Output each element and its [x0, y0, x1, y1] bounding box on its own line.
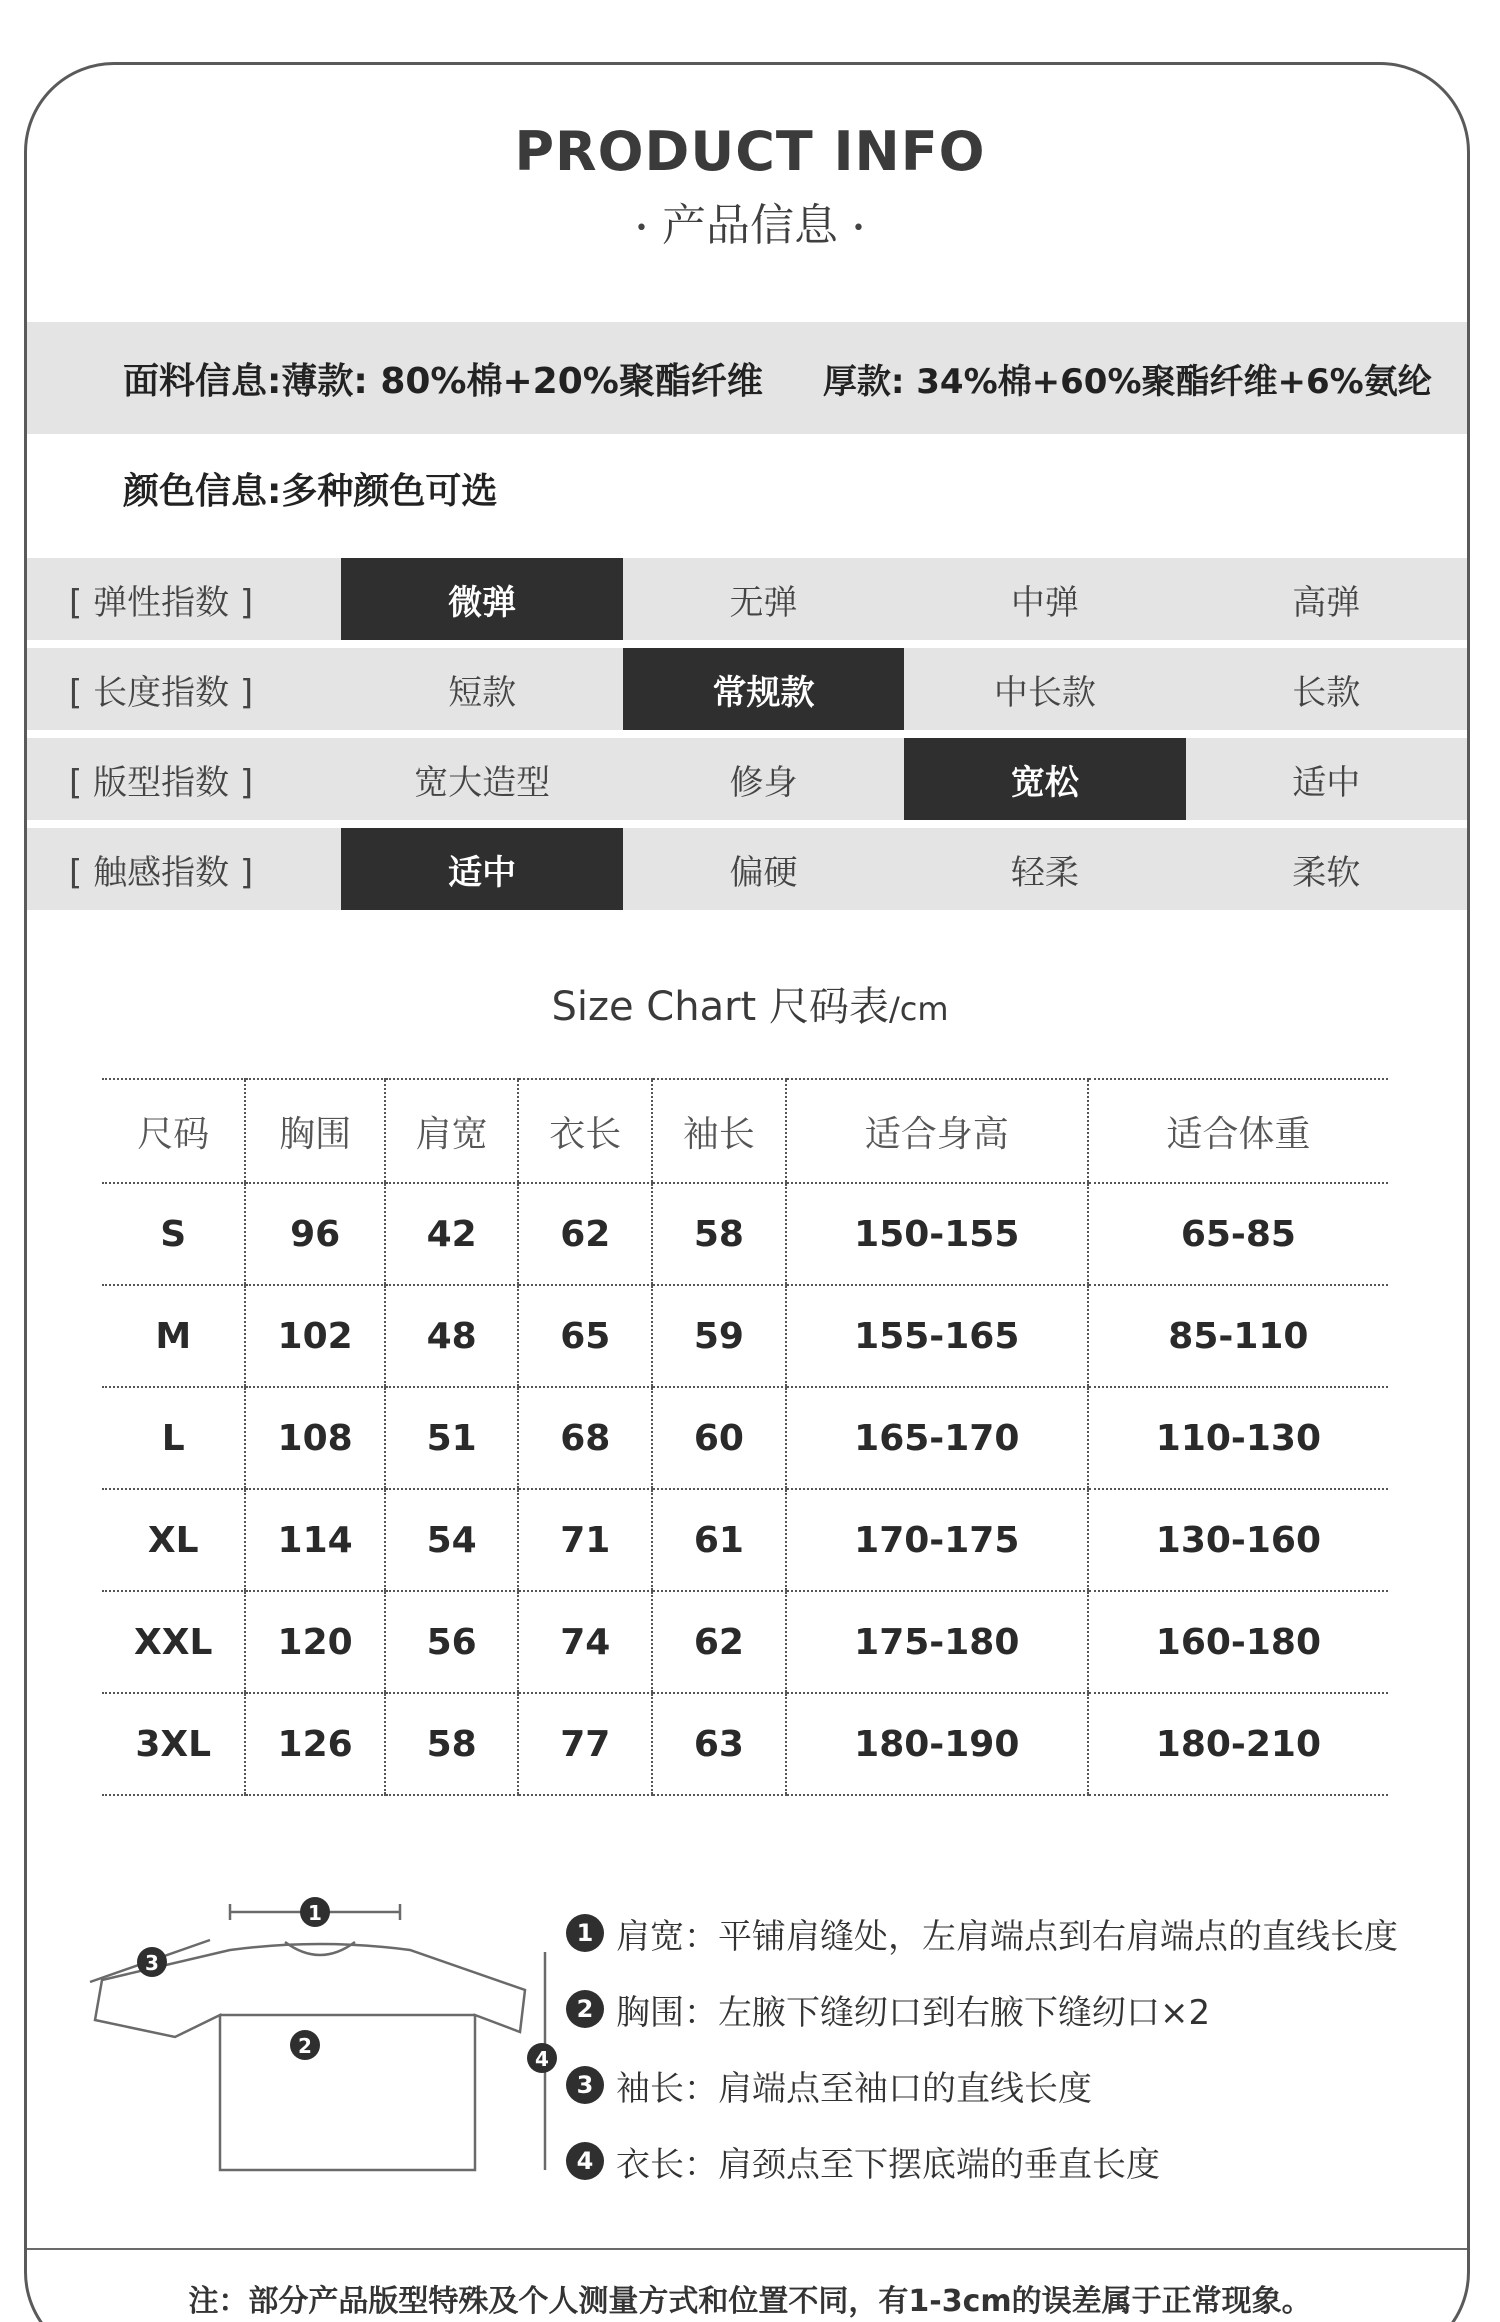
fabric-info-row [27, 322, 1467, 434]
number-badge-icon: 4 [566, 2142, 604, 2180]
table-cell: 160-180 [1088, 1591, 1388, 1693]
title-block [0, 120, 1500, 253]
table-cell: 180-190 [786, 1693, 1088, 1795]
number-badge-icon: 1 [566, 1914, 604, 1952]
index-label: [ 触感指数 ] [69, 852, 254, 893]
index-option: 短款 [448, 672, 517, 713]
table-cell: 65 [518, 1285, 652, 1387]
table-cell: 60 [652, 1387, 786, 1489]
index-label: [ 长度指数 ] [69, 672, 254, 713]
table-cell: 65-85 [1088, 1183, 1388, 1285]
index-option: 无弹 [729, 582, 798, 623]
marker-3-text: 3 [145, 1951, 159, 1975]
table-cell: XL [102, 1489, 245, 1591]
measure-note-text: 肩宽：平铺肩缝处，左肩端点到右肩端点的直线长度 [616, 1916, 1398, 1957]
column-header: 尺码 [102, 1079, 245, 1183]
number-badge-icon: 2 [566, 1990, 604, 2028]
measure-note [566, 1971, 1436, 2047]
table-cell: 150-155 [786, 1183, 1088, 1285]
table-cell: 61 [652, 1489, 786, 1591]
table-cell: 170-175 [786, 1489, 1088, 1591]
table-cell: 130-160 [1088, 1489, 1388, 1591]
table-cell: 120 [245, 1591, 384, 1693]
footer-note: 注：部分产品版型特殊及个人测量方式和位置不同，有1-3cm的误差属于正常现象。 [188, 2284, 1312, 2319]
marker-1-text: 1 [308, 1901, 322, 1925]
table-cell: 114 [245, 1489, 384, 1591]
index-label: [ 版型指数 ] [69, 762, 254, 803]
column-header: 袖长 [652, 1079, 786, 1183]
table-cell: 58 [385, 1693, 519, 1795]
marker-4-text: 4 [535, 2047, 549, 2071]
table-cell: 62 [652, 1591, 786, 1693]
index-row-touch [27, 828, 1467, 910]
fabric-thin: 薄款: 80%棉+20%聚酯纤维 [281, 360, 763, 402]
index-option: 宽大造型 [414, 762, 551, 803]
color-info-row [27, 448, 1467, 528]
table-cell: 77 [518, 1693, 652, 1795]
index-row-elasticity [27, 558, 1467, 640]
index-option: 偏硬 [729, 852, 798, 893]
table-cell: 3XL [102, 1693, 245, 1795]
index-option: 适中 [341, 828, 622, 910]
table-cell: 175-180 [786, 1591, 1088, 1693]
size-table-header-row [102, 1079, 1388, 1183]
size-chart-title [0, 975, 1500, 1032]
bullet-right: • [852, 215, 865, 241]
index-option: 常规款 [623, 648, 904, 730]
table-cell: 85-110 [1088, 1285, 1388, 1387]
index-option: 微弹 [341, 558, 622, 640]
table-cell: 54 [385, 1489, 519, 1591]
index-option: 修身 [729, 762, 798, 803]
index-row-length [27, 648, 1467, 730]
page-subtitle: 产品信息 [662, 200, 838, 251]
column-header: 肩宽 [385, 1079, 519, 1183]
footer-divider [27, 2248, 1467, 2250]
table-cell: 96 [245, 1183, 384, 1285]
table-row [102, 1183, 1388, 1285]
fabric-thick: 厚款: 34%棉+60%聚酯纤维+6%氨纶 [822, 361, 1432, 402]
measure-note [566, 1895, 1436, 1971]
measure-note-text: 胸围：左腋下缝纫口到右腋下缝纫口×2 [616, 1992, 1211, 2033]
table-cell: 108 [245, 1387, 384, 1489]
measurement-notes [566, 1895, 1436, 2199]
table-cell: 110-130 [1088, 1387, 1388, 1489]
measure-note-text: 衣长：肩颈点至下摆底端的垂直长度 [616, 2144, 1160, 2185]
size-table [102, 1078, 1388, 1796]
table-cell: 42 [385, 1183, 519, 1285]
table-row [102, 1591, 1388, 1693]
index-option: 宽松 [904, 738, 1185, 820]
table-cell: L [102, 1387, 245, 1489]
garment-measure-diagram [80, 1890, 560, 2190]
page-title: PRODUCT INFO [514, 120, 986, 183]
table-cell: S [102, 1183, 245, 1285]
table-cell: 126 [245, 1693, 384, 1795]
table-cell: 48 [385, 1285, 519, 1387]
fabric-label: 面料信息: [123, 360, 282, 402]
table-cell: XXL [102, 1591, 245, 1693]
table-cell: 71 [518, 1489, 652, 1591]
size-chart-title-text: Size Chart 尺码表 [551, 984, 889, 1030]
index-option: 柔软 [1292, 852, 1361, 893]
table-cell: 59 [652, 1285, 786, 1387]
color-value: 多种颜色可选 [281, 470, 498, 512]
measure-note [566, 2047, 1436, 2123]
table-cell: 155-165 [786, 1285, 1088, 1387]
marker-2-text: 2 [298, 2034, 312, 2058]
table-cell: 102 [245, 1285, 384, 1387]
index-option: 适中 [1292, 762, 1361, 803]
table-cell: 58 [652, 1183, 786, 1285]
table-cell: 165-170 [786, 1387, 1088, 1489]
index-option: 中弹 [1010, 582, 1079, 623]
index-option: 长款 [1292, 672, 1361, 713]
size-chart-unit: /cm [888, 990, 949, 1028]
column-header: 胸围 [245, 1079, 384, 1183]
column-header: 衣长 [518, 1079, 652, 1183]
number-badge-icon: 3 [566, 2066, 604, 2104]
table-cell: 180-210 [1088, 1693, 1388, 1795]
color-label: 颜色信息: [123, 470, 282, 512]
index-option: 高弹 [1292, 582, 1361, 623]
table-row [102, 1693, 1388, 1795]
page-subtitle-row [0, 189, 1500, 253]
index-row-fit [27, 738, 1467, 820]
measure-note-text: 袖长：肩端点至袖口的直线长度 [616, 2068, 1092, 2109]
table-cell: 62 [518, 1183, 652, 1285]
table-cell: 63 [652, 1693, 786, 1795]
column-header: 适合体重 [1088, 1079, 1388, 1183]
table-cell: M [102, 1285, 245, 1387]
table-row [102, 1285, 1388, 1387]
table-row [102, 1387, 1388, 1489]
table-cell: 68 [518, 1387, 652, 1489]
index-option: 中长款 [993, 672, 1096, 713]
diagram-markers [137, 1897, 557, 2073]
table-cell: 56 [385, 1591, 519, 1693]
table-cell: 74 [518, 1591, 652, 1693]
bullet-left: • [635, 215, 648, 241]
column-header: 适合身高 [786, 1079, 1088, 1183]
index-table [27, 558, 1467, 918]
table-row [102, 1489, 1388, 1591]
index-option: 轻柔 [1010, 852, 1079, 893]
index-label: [ 弹性指数 ] [69, 582, 254, 623]
table-cell: 51 [385, 1387, 519, 1489]
measure-note [566, 2123, 1436, 2199]
